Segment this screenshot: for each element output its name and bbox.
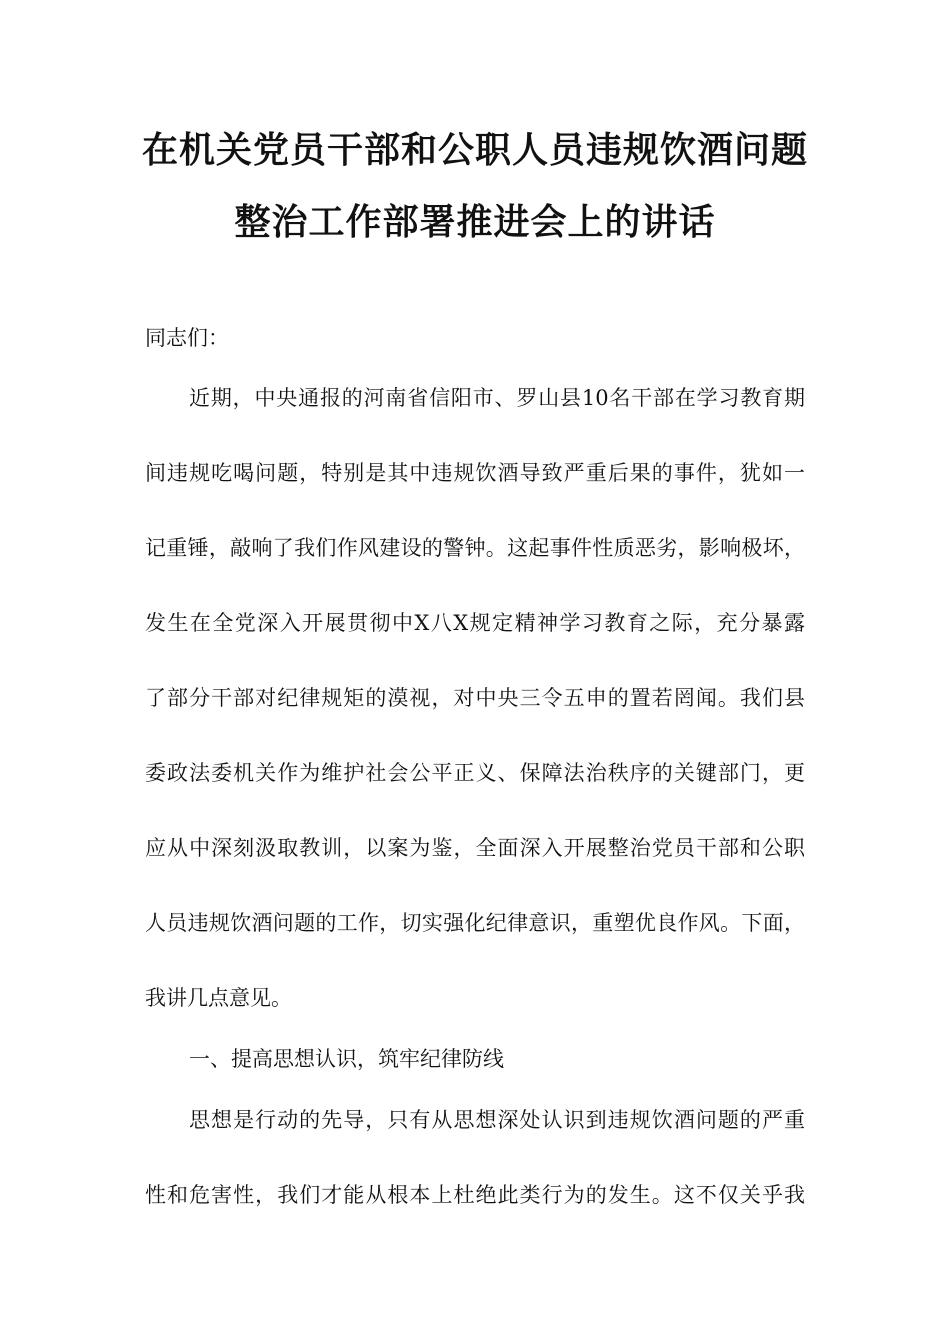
paragraph-1-line: 人员违规饮酒问题的工作，切实强化纪律意识，重塑优良作风。下面， <box>145 911 805 935</box>
paragraph-2-line: 思想是行动的先导，只有从思想深处认识到违规饮酒问题的严重 <box>189 1108 805 1132</box>
paragraph-1-line: 发生在全党深入开展贯彻中X八X规定精神学习教育之际，充分暴露 <box>145 611 805 635</box>
paragraph-1-line: 我讲几点意见。 <box>145 986 292 1010</box>
paragraph-1-line: 间违规吃喝问题，特别是其中违规饮酒导致严重后果的事件，犹如一 <box>145 461 805 485</box>
paragraph-1-line: 记重锤，敲响了我们作风建设的警钟。这起事件性质恶劣，影响极坏， <box>145 536 805 560</box>
paragraph-1-line: 应从中深刻汲取教训，以案为鉴，全面深入开展整治党员干部和公职 <box>145 836 805 860</box>
document-title-line-1: 在机关党员干部和公职人员违规饮酒问题 <box>141 129 808 171</box>
document-title-line-2: 整治工作部署推进会上的讲话 <box>234 201 716 243</box>
paragraph-1-line: 委政法委机关作为维护社会公平正义、保障法治秩序的关键部门，更 <box>145 761 805 785</box>
salutation: 同志们： <box>145 326 229 350</box>
paragraph-1-line: 近期，中央通报的河南省信阳市、罗山县10名干部在学习教育期 <box>189 386 805 410</box>
paragraph-2-line: 性和危害性，我们才能从根本上杜绝此类行为的发生。这不仅关乎我 <box>145 1183 805 1207</box>
section-1-heading: 一、提高思想认识，筑牢纪律防线 <box>189 1047 504 1071</box>
paragraph-1-line: 了部分干部对纪律规矩的漠视，对中央三令五申的置若罔闻。我们县 <box>145 686 805 710</box>
